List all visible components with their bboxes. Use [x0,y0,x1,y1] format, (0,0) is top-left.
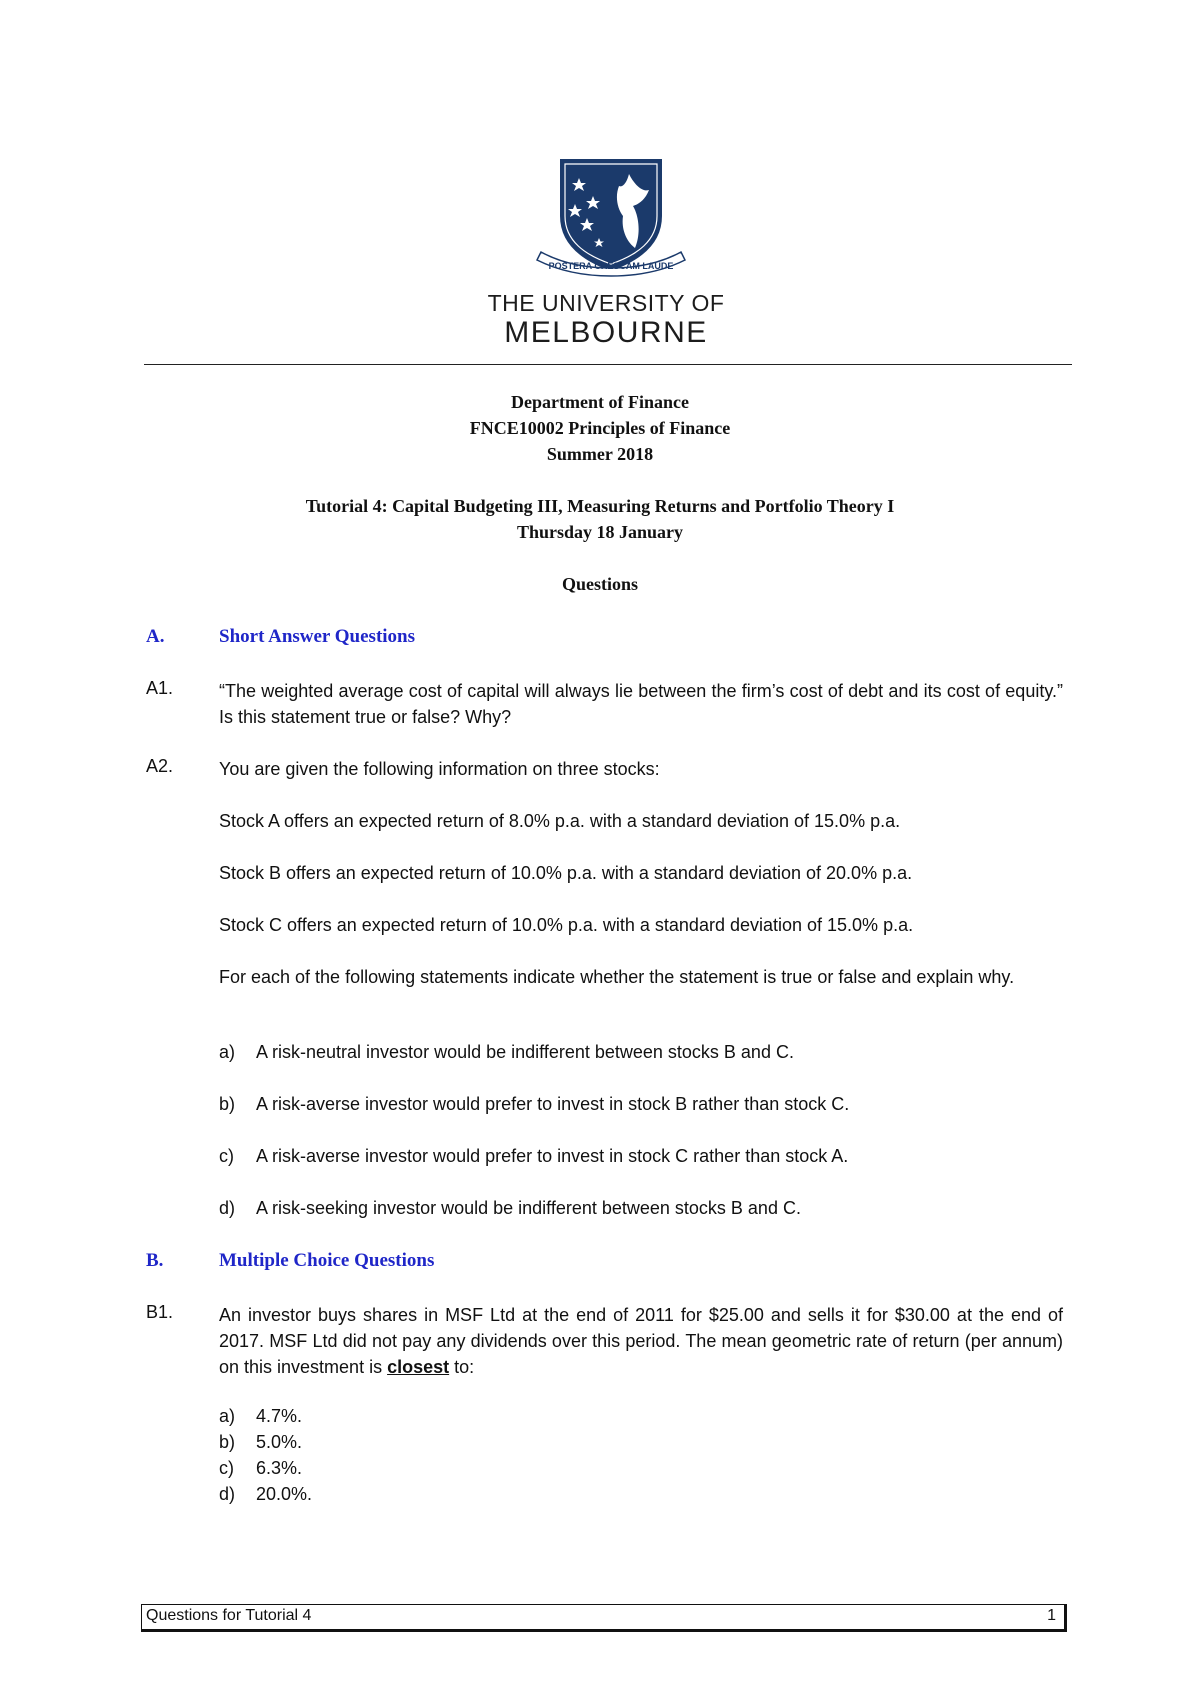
stock-b-info: Stock B offers an expected return of 10.0% p.a. with a standard deviation of 20.0% p.a. [219,863,913,883]
section-b-title: Multiple Choice Questions [219,1250,435,1271]
university-name-line1: THE UNIVERSITY OF [487,290,725,316]
b1-option-text: 5.0%. [256,1432,303,1452]
b1-option-text: 20.0%. [256,1484,313,1504]
university-name-line2: MELBOURNE [504,316,708,349]
question-b1-text-after: to: [449,1357,475,1377]
question-a2-intro: You are given the following information on three stocks: [219,759,660,779]
a2-item-text: A risk-averse investor would prefer to invest in stock B rather than stock C. [256,1094,850,1114]
b1-option-label: b) [219,1432,236,1452]
questions-heading: Questions [561,574,639,594]
stock-a-info: Stock A offers an expected return of 8.0% p.a. with a standard deviation of 15.0% p.a. [219,811,901,831]
department-title: Department of Finance [511,392,689,412]
b1-option-text: 4.7%. [256,1406,303,1426]
a2-item-label: a) [219,1042,236,1062]
page-footer [141,1604,1067,1632]
footer-title: Questions for Tutorial 4 [146,1607,312,1624]
section-a-title: Short Answer Questions [219,626,416,647]
stock-c-info: Stock C offers an expected return of 10.0% p.a. with a standard deviation of 15.0% p.a. [219,915,914,935]
question-b1-number: B1. [146,1302,174,1322]
question-b1-emphasis: closest [387,1357,450,1377]
crest-motto: POSTERA CRESCAM LAUDE [548,261,674,271]
a2-item-text: A risk-seeking investor would be indifferent between stocks B and C. [256,1198,801,1218]
question-a2-number: A2. [146,756,174,776]
section-a-letter: A. [146,626,165,647]
course-title: FNCE10002 Principles of Finance [469,418,731,438]
university-crest-logo [531,156,691,281]
page-number: 1 [1047,1607,1056,1624]
question-b1-text [219,1302,1063,1380]
a2-item-label: b) [219,1094,236,1114]
b1-option-label: a) [219,1406,236,1426]
question-a2-instruction: For each of the following statements indicate whether the statement is true or false and explain why. [219,967,1015,987]
a2-item-text: A risk-neutral investor would be indifferent between stocks B and C. [256,1042,794,1062]
tutorial-title: Tutorial 4: Capital Budgeting III, Measuring Returns and Portfolio Theory I [305,496,895,516]
section-b-letter: B. [146,1250,164,1271]
tutorial-date: Thursday 18 January [516,522,684,542]
b1-option-label: c) [219,1458,234,1478]
term-title: Summer 2018 [546,444,654,464]
question-a1-number: A1. [146,678,174,698]
a2-item-text: A risk-averse investor would prefer to invest in stock C rather than stock A. [256,1146,849,1166]
a2-item-label: c) [219,1146,234,1166]
a2-item-label: d) [219,1198,236,1218]
question-a1-text: “The weighted average cost of capital will always lie between the firm’s cost of debt and its cost of equity.” Is this statement true or false? Why? [219,681,1063,727]
b1-option-text: 6.3%. [256,1458,303,1478]
header-divider [144,364,1072,365]
b1-option-label: d) [219,1484,236,1504]
question-b1-text-before: An investor buys shares in MSF Ltd at the end of 2011 for $25.00 and sells it for $30.00 at the end of 2017. MSF Ltd did not pay any dividends over this period. The mean geometric rate of return (per annum) on this investment is [219,1305,1063,1377]
